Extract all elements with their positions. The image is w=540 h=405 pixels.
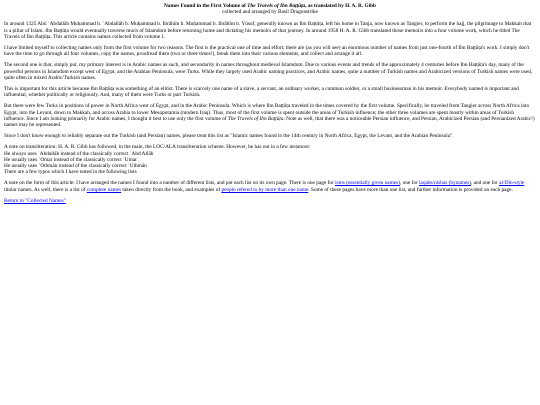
multiple-names-link[interactable]: people refered to by more than one name <box>221 186 309 193</box>
footer <box>4 198 536 204</box>
al-din-style-link[interactable]: al-Dīn-style <box>499 180 525 187</box>
paragraph-turks <box>4 103 536 128</box>
page-subtitle: collected and arranged by Basil Dragonstrike <box>222 9 318 16</box>
isms-link[interactable]: isms (essentially given names) <box>335 180 400 187</box>
form-note-text: , and one for <box>471 180 500 187</box>
form-note-text: taken directly from the book, and examples of <box>121 186 222 193</box>
title-post: , as translated by H. A. R. Gibb <box>305 3 376 9</box>
return-to-collected-names-link[interactable]: Return to "Collected Names" <box>4 197 66 204</box>
paragraph-interest: The second one is that, simply put, my primary interest is in Arabic names as such, and secondarily in names throughout medieval Islamdom. Due to various events and trends of the approximately 4 centuries before Ibn Baṭṭūṭa's day, many of the powerful persons in Islamdom except west of Egypt, and the Arabian Peninsula, were Turks. While they largely used Arabic naming practices, and Arabic names, quite a number of Turkish names and Arabicized versions of Turkish names were used, quite often in mixed Arabic/Turkish names. <box>4 62 533 81</box>
paragraph-scope: I have limited myself to collecting names only from the first volume for two reasons. The first is the practical one of time and effort; there are (as you will see) an enormous number of names from just one-fourth of Ibn Baṭṭūṭa's work. I simply don't have the time to go through all four volumes, copy the names, proofread them (two or three times!), break them into their various elements, and collect and arrange it all. <box>4 45 530 58</box>
paragraph-intro: In around 1325 Abū ʿAbdallāh Muḥammad b. ʿAbdallāh b. Muḥammad b. Ibrāhīm b. Muḥammad b. Ibrāhīm b. Yūsuf, generally known as Ibn Baṭṭūṭa, left his home in Tanja, now known as Tangier, to perform the hajj, the pilgrimage to Makkah that is a pillar of Islam. Ibn Baṭṭūṭa would eventually traverse much of Islamdom before returning home and dictating his memoirs of that journey. In around 1958 H. A. R. Gibb translated those memoirs into a four volume work, which he titled The Travels of Ibn Baṭṭūṭa. This article contains names collected from volume 1. <box>4 21 532 40</box>
book-title-inline: The Travels of Ibn Baṭṭūṭa <box>227 115 284 122</box>
title-pre: Names Found in the First Volume of <box>163 3 248 9</box>
transliteration-line: He always uses ʿAbdallāh instead of the classically correct ʿAbd Allāh <box>4 150 154 157</box>
transliteration-line: He usually uses ʿOmar instead of the classically correct ʿUmar <box>4 156 137 163</box>
paragraph-turks-text-end: . Note as well, that there was a noticeable Persian influence, and Persian, Arabicized Persian (and Persianized Arabic!) names may be represented. <box>4 115 535 129</box>
form-note-text: . Some of these pages have more than one list, and further information is provided on each page. <box>308 186 513 193</box>
transliteration-intro: A note on transliteration: H. A. R. Gibb has followed, in the main, the LOC/ALA transliteration scheme. However, he has not in a few instances: <box>4 144 311 151</box>
complete-names-link[interactable]: complete names <box>86 186 122 193</box>
transliteration-line: He usually uses ʿOthmān instead of the classically correct ʿUthmān <box>4 163 147 170</box>
laqabs-nisbas-link[interactable]: laqabs/nisbas (bynames) <box>419 180 471 187</box>
form-note-text: A note on the form of this article: I have arranged the names I found into a number of different lists, and put each list on its own page. There is one page for <box>4 180 336 187</box>
form-note-text: titular names. As well, there is a list of <box>4 186 87 193</box>
transliteration-note <box>4 144 536 175</box>
paragraph-elitist: This is important for this article because Ibn Baṭṭūṭa was something of an elitist. There is scarcely one name of a slave, a servant, an ordinary worker, a common soldier, or a small businessman in his memoir. Everybody named is important and influential, whether politically or religiously. And, many of them were Turks or part Turkish. <box>4 86 519 99</box>
title-book: The Travels of Ibn Baṭṭūṭa <box>247 3 306 9</box>
paragraph-turks-text: But there were few Turks in positions of power in North Africa west of Egypt, and in the Arabic Peninsula. Which is where Ibn Baṭṭūṭa traveled in the times covered by the first volume. Specifically, he traveled from Tangier across North Africa into Egypt, into the Levant, down to Makkah, and across Arabia to lower Mesopotamia (modern Iraq). Thus, most of the first volume is spent outside the areas of Turkish influence; the other three volumes are spent mostly within areas of Turkish influence. Since I am looking primarily for Arabic names, I thought it best to use only the first volume of <box>4 103 530 122</box>
form-note <box>4 180 536 192</box>
paragraph-scope-note: Since I don't know enough to reliably separate out the Turkish (and Persian) names, please treat this list as "Islamic names found in the 14th century in North Africa, Egypt, the Levant, and the Arabian Peninsula". <box>4 133 454 140</box>
transliteration-line: There are a few typos which I have noted in the following lists <box>4 169 137 176</box>
form-note-text: , one for <box>399 180 420 187</box>
